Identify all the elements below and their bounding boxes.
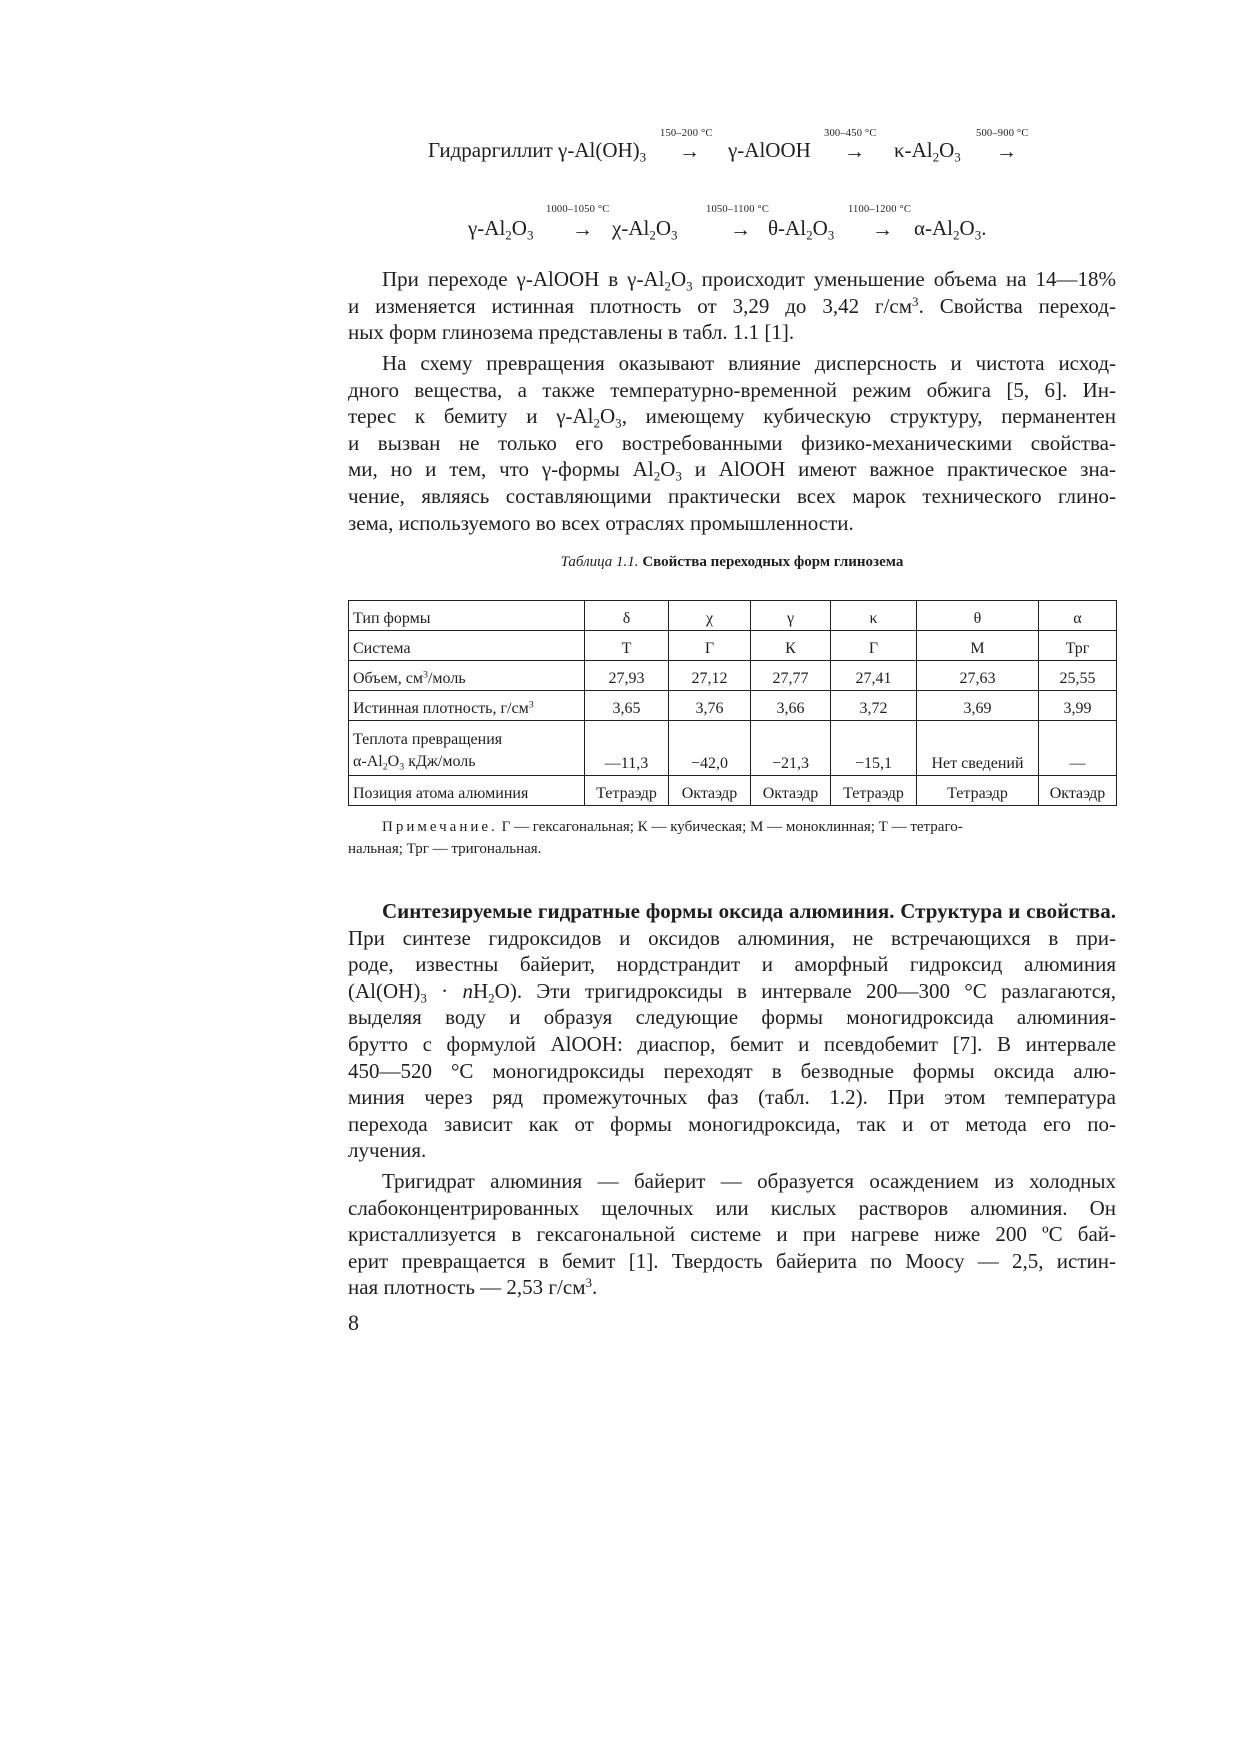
table-row: Объем, $см^3$/моль 27,93 27,12 27,77 27,41 27,63 25,55	[349, 661, 1117, 691]
paragraph-bayerite: Тригидрат алюминия — байерит — образуется осаждением из холодных слабоконцентрированных щелочных или кислых растворов алюминия. Он кристаллизуется в гексагональной системе и при нагреве ниже 200 ºС бай- ерит превращается в бемит [1]. Твердость байерита по Моосу — 2,5, истин- ная плотность — 2,53 $г/см^3$.	[348, 1169, 1116, 1300]
table-row: Тип формы δ χ γ κ θ α	[349, 601, 1117, 631]
arrow-icon: →	[730, 217, 751, 241]
arrow-icon: →	[996, 139, 1017, 163]
scheme2-condition-1: 1000–1050 °C	[546, 204, 610, 215]
table-row: Система Т Г К Г М Трг	[349, 631, 1117, 661]
scheme1-condition-1: 150–200 °C	[660, 128, 713, 139]
arrow-icon: →	[572, 217, 593, 241]
table-row: Истинная плотность, $г/см^3$ 3,65 3,76 3,66 3,72 3,69 3,99	[349, 691, 1117, 721]
scheme1-product-2: $\kappa-Al_2O_3$	[894, 138, 961, 165]
scheme1-start: Гидраргиллит $\gamma-Al(OH)_3$	[428, 138, 647, 165]
scheme2-product-2: $\theta-Al_2O_3$	[768, 216, 835, 243]
scheme2-condition-2: 1050–1100 °C	[706, 204, 770, 215]
scheme1-condition-2: 300–450 °C	[824, 128, 877, 139]
paragraph-2: На схему превращения оказывают влияние дисперсность и чистота исход- дного вещества, а также температурно-временной режим обжига [5, 6]. Ин- терес к бемиту и $\gamma-Al_2O_3$, имеющему кубическую структуру, перманентен и вызван не только его востребованными физико-механическими свойства- ми, но и тем, что γ-формы $Al_2O_3$ и AlOOH имеют важное практическое зна- чение, являясь составляющими практически всех марок технического глино- зема, используемого во всех отраслях промышленности.	[348, 351, 1116, 535]
scheme2-start: $\gamma-Al_2O_3$	[468, 216, 534, 243]
scheme2-product-1: $\chi-Al_2O_3$	[612, 216, 678, 243]
section-heading: Синтезируемые гидратные формы оксида алюминия. Структура и свойства.	[382, 899, 1116, 923]
paragraph-1: При переходе γ-AlOOH в $\gamma-Al_2O_3$ происходит уменьшение объема на 14—18% и изменяется истинная плотность от 3,29 до 3,42 $г/см^3$. Свойства переход- ных форм глинозема представлены в табл. 1.1 [1].	[348, 267, 1116, 345]
table-caption: Таблица 1.1. Свойства переходных форм глинозема	[560, 554, 904, 570]
arrow-icon: →	[872, 217, 893, 241]
table-note: Примечание. Г — гексагональная; К — кубическая; М — моноклинная; Т — тетраго- нальная; Трг — тригональная.	[348, 819, 963, 857]
table-row: Теплота превращения $\alpha-Al_2O_3$ кДж/моль —11,3 −42,0 −21,3 −15,1 Нет сведений —	[349, 721, 1117, 776]
scheme1-condition-3: 500–900 °C	[976, 128, 1029, 139]
arrow-icon: →	[679, 139, 700, 163]
properties-table	[348, 600, 1117, 806]
table-row: Позиция атома алюминия Тетраэдр Октаэдр Октаэдр Тетраэдр Тетраэдр Октаэдр	[349, 776, 1117, 806]
arrow-icon: →	[844, 139, 865, 163]
section-synthesized-forms: Синтезируемые гидратные формы оксида алюминия. Структура и свойства. При синтезе гидроксидов и оксидов алюминия, не встречающихся в при- роде, известны байерит, нордстрандит и аморфный гидроксид алюминия $(Al(OH)_3 \cdot nH_2O)$. Эти тригидроксиды в интервале 200—300 °С разлагаются, выделяя воду и образуя следующие формы моногидроксида алюминия- брутто с формулой AlOOH: диаспор, бемит и псевдобемит [7]. В интервале 450—520 °С моногидроксиды переходят в безводные формы оксида алю- миния через ряд промежуточных фаз (табл. 1.2). При этом температура перехода зависит как от формы моногидроксида, так и от метода его по- лучения.	[348, 899, 1116, 1163]
page-number: 8	[348, 1310, 359, 1335]
scheme2-condition-3: 1100–1200 °C	[848, 204, 912, 215]
scheme1-product-1: γ-AlOOH	[728, 138, 811, 162]
scheme2-product-3: $\alpha-Al_2O_3$.	[914, 216, 987, 243]
